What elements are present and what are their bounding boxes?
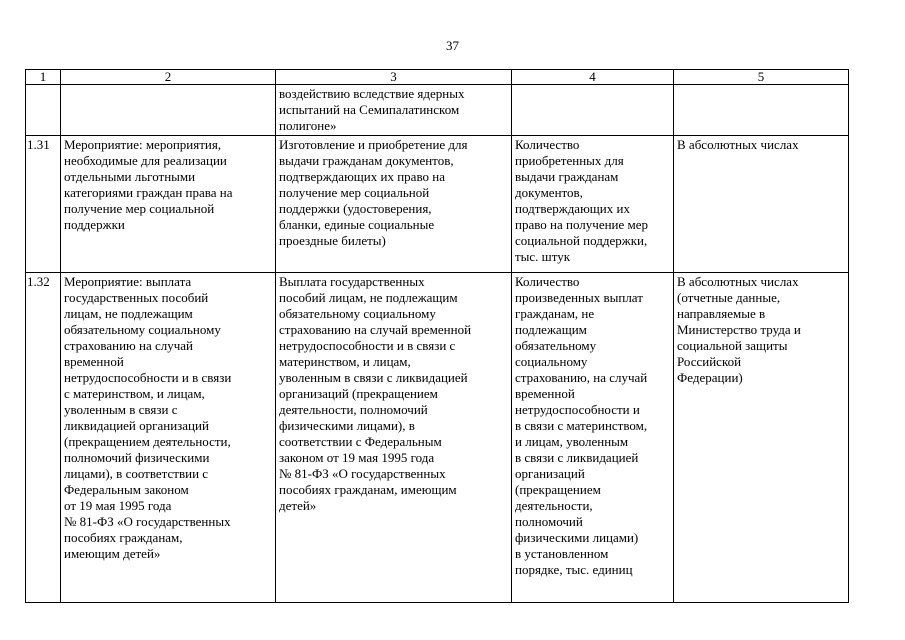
table-header-row [26, 70, 849, 85]
column-header: 4 [512, 70, 674, 85]
table-row [26, 85, 849, 136]
unit-cell: В абсолютных числах [674, 136, 849, 273]
column-header: 2 [61, 70, 276, 85]
measure-cell: Мероприятие: мероприятия, необходимые для реализации отдельными льготными категориями граждан права на получение мер социальной поддержки [61, 136, 276, 273]
measure-cell: Мероприятие: выплата государственных пособий лицам, не подлежащим обязательному социальному страхованию на случай временной нетрудоспособности и в связи с материнством, и лицам, уволенным в связи с ликвидацией организаций (прекращением деятельности, полномочий физическими лицами), в соответствии с Федеральным законом от 19 мая 1995 года № 81-ФЗ «О государственных пособиях гражданам, имеющим детей» [61, 273, 276, 603]
row-number-cell: 1.31 [26, 136, 61, 273]
indicator-cell [512, 85, 674, 136]
table-row [26, 136, 849, 273]
page-number: 37 [446, 38, 459, 53]
indicator-cell: Количество произведенных выплат гражданам, не подлежащим обязательному социальному страхованию, на случай временной нетрудоспособности и в связи с материнством, и лицам, уволенным в связи с ликвидацией организаций (прекращением деятельности, полномочий физическими лицами) в установленном порядке, тыс. единиц [512, 273, 674, 603]
unit-cell: В абсолютных числах (отчетные данные, направляемые в Министерство труда и социальной защиты Российской Федерации) [674, 273, 849, 603]
column-header: 3 [276, 70, 512, 85]
unit-cell [674, 85, 849, 136]
measure-cell [61, 85, 276, 136]
row-number-cell [26, 85, 61, 136]
column-header: 5 [674, 70, 849, 85]
column-header: 1 [26, 70, 61, 85]
description-cell: Изготовление и приобретение для выдачи гражданам документов, подтверждающих их право на получение мер социальной поддержки (удостоверения, бланки, единые социальные проездные билеты) [276, 136, 512, 273]
description-cell: воздействию вследствие ядерных испытаний на Семипалатинском полигоне» [276, 85, 512, 136]
description-cell: Выплата государственных пособий лицам, не подлежащим обязательному социальному страхованию на случай временной нетрудоспособности и в связи с материнством, и лицам, уволенным в связи с ликвидацией организаций (прекращением деятельности, полномочий физическими лицами), в соответствии с Федеральным законом от 19 мая 1995 года № 81-ФЗ «О государственных пособиях гражданам, имеющим детей» [276, 273, 512, 603]
row-number-cell: 1.32 [26, 273, 61, 603]
measures-table [25, 69, 849, 603]
indicator-cell: Количество приобретенных для выдачи гражданам документов, подтверждающих их право на получение мер социальной поддержки, тыс. штук [512, 136, 674, 273]
table-row [26, 273, 849, 603]
